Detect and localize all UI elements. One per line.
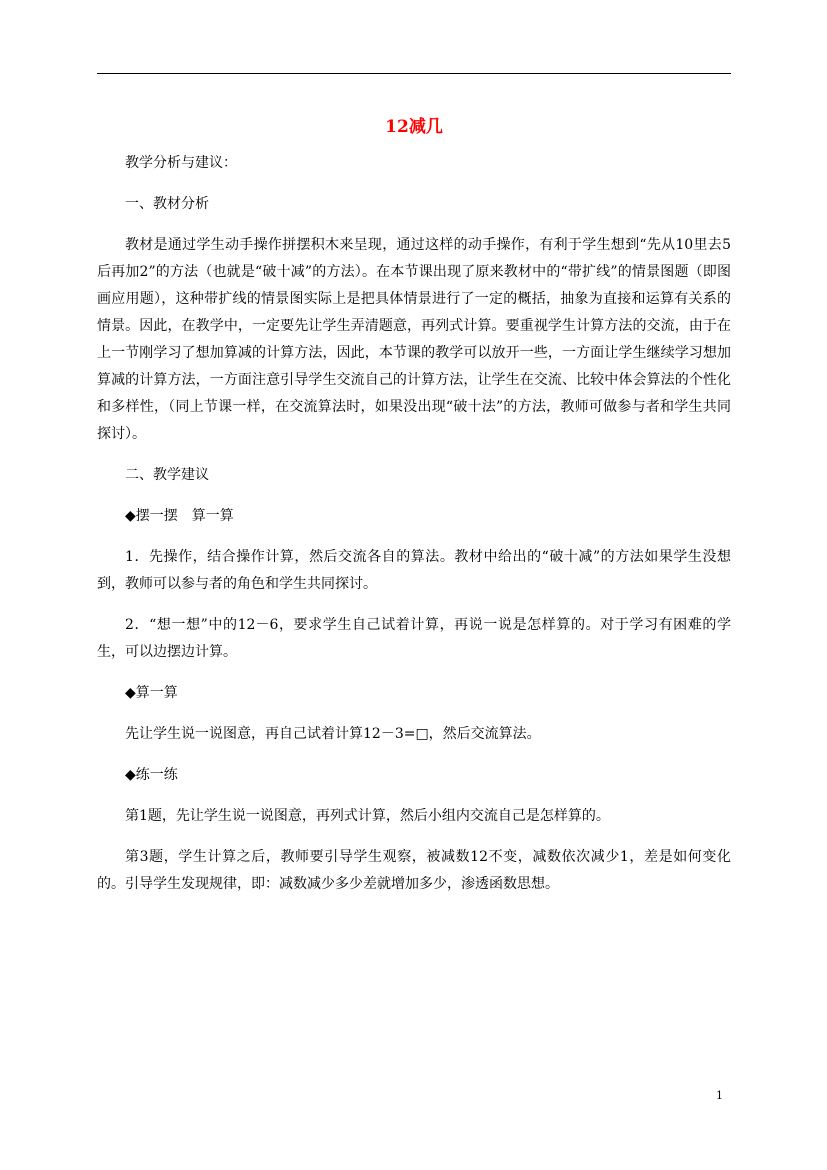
paragraph-exercise-one: 第1题，先让学生说一说图意，再列式计算，然后小组内交流自己是怎样算的。 [125, 808, 610, 824]
paragraph-arrange-calc-heading: ◆摆一摆 算一算 [125, 508, 234, 524]
header-rule [97, 73, 731, 74]
paragraph-exercise-three: 第3题，学生计算之后，教师要引导学生观察，被减数12不变，减数依次减少1，差是如何变化的。引导学生发现规律，即：减数减少多少差就增加多少，渗透函数思想。 [97, 849, 731, 892]
paragraph-practice-heading: ◆练一练 [125, 767, 178, 783]
paragraph-section-two: 二、教学建议 [125, 467, 209, 483]
paragraph-material-analysis: 教材是通过学生动手操作拼摆积木来呈现，通过这样的动手操作，有利于学生想到“先从10里去5后再加2”的方法（也就是“破十减”的方法）。在本节课出现了原来教材中的“带扩线”的情景图题（即图画应用题），这种带扩线的情景图实际上是把具体情景进行了一定的概括，抽象为直接和运算有关系的情景。因此，在教学中，一定要先让学生弄清题意，再列式计算。要重视学生计算方法的交流，由于在上一节刚学习了想加算减的计算方法，因此，本节课的教学可以放开一些，一方面让学生继续学习想加算减的计算方法，一方面注意引导学生交流自己的计算方法，让学生在交流、比较中体会算法的个性化和多样性，（同上节课一样，在交流算法时，如果没出现“破十法”的方法，教师可做参与者和学生共同探讨）。 [97, 237, 731, 442]
paragraph-section-one: 一、教材分析 [125, 196, 209, 212]
paragraph-point-two: 2．“想一想”中的12－6，要求学生自己试着计算，再说一说是怎样算的。对于学习有困难的学生，可以边摆边计算。 [97, 617, 731, 660]
page-number: 1 [716, 1089, 723, 1102]
paragraph-calc-text: 先让学生说一说图意，再自己试着计算12－3=□，然后交流算法。 [125, 726, 541, 742]
paragraph-point-one: 1．先操作，结合操作计算，然后交流各自的算法。教材中给出的“破十减”的方法如果学生没想到，教师可以参与者的角色和学生共同探讨。 [97, 549, 731, 592]
paragraph-analysis-heading: 教学分析与建议： [125, 155, 237, 171]
document-title: 12减几 [385, 117, 443, 137]
document-body [97, 150, 731, 912]
paragraph-calc-heading: ◆算一算 [125, 685, 178, 701]
